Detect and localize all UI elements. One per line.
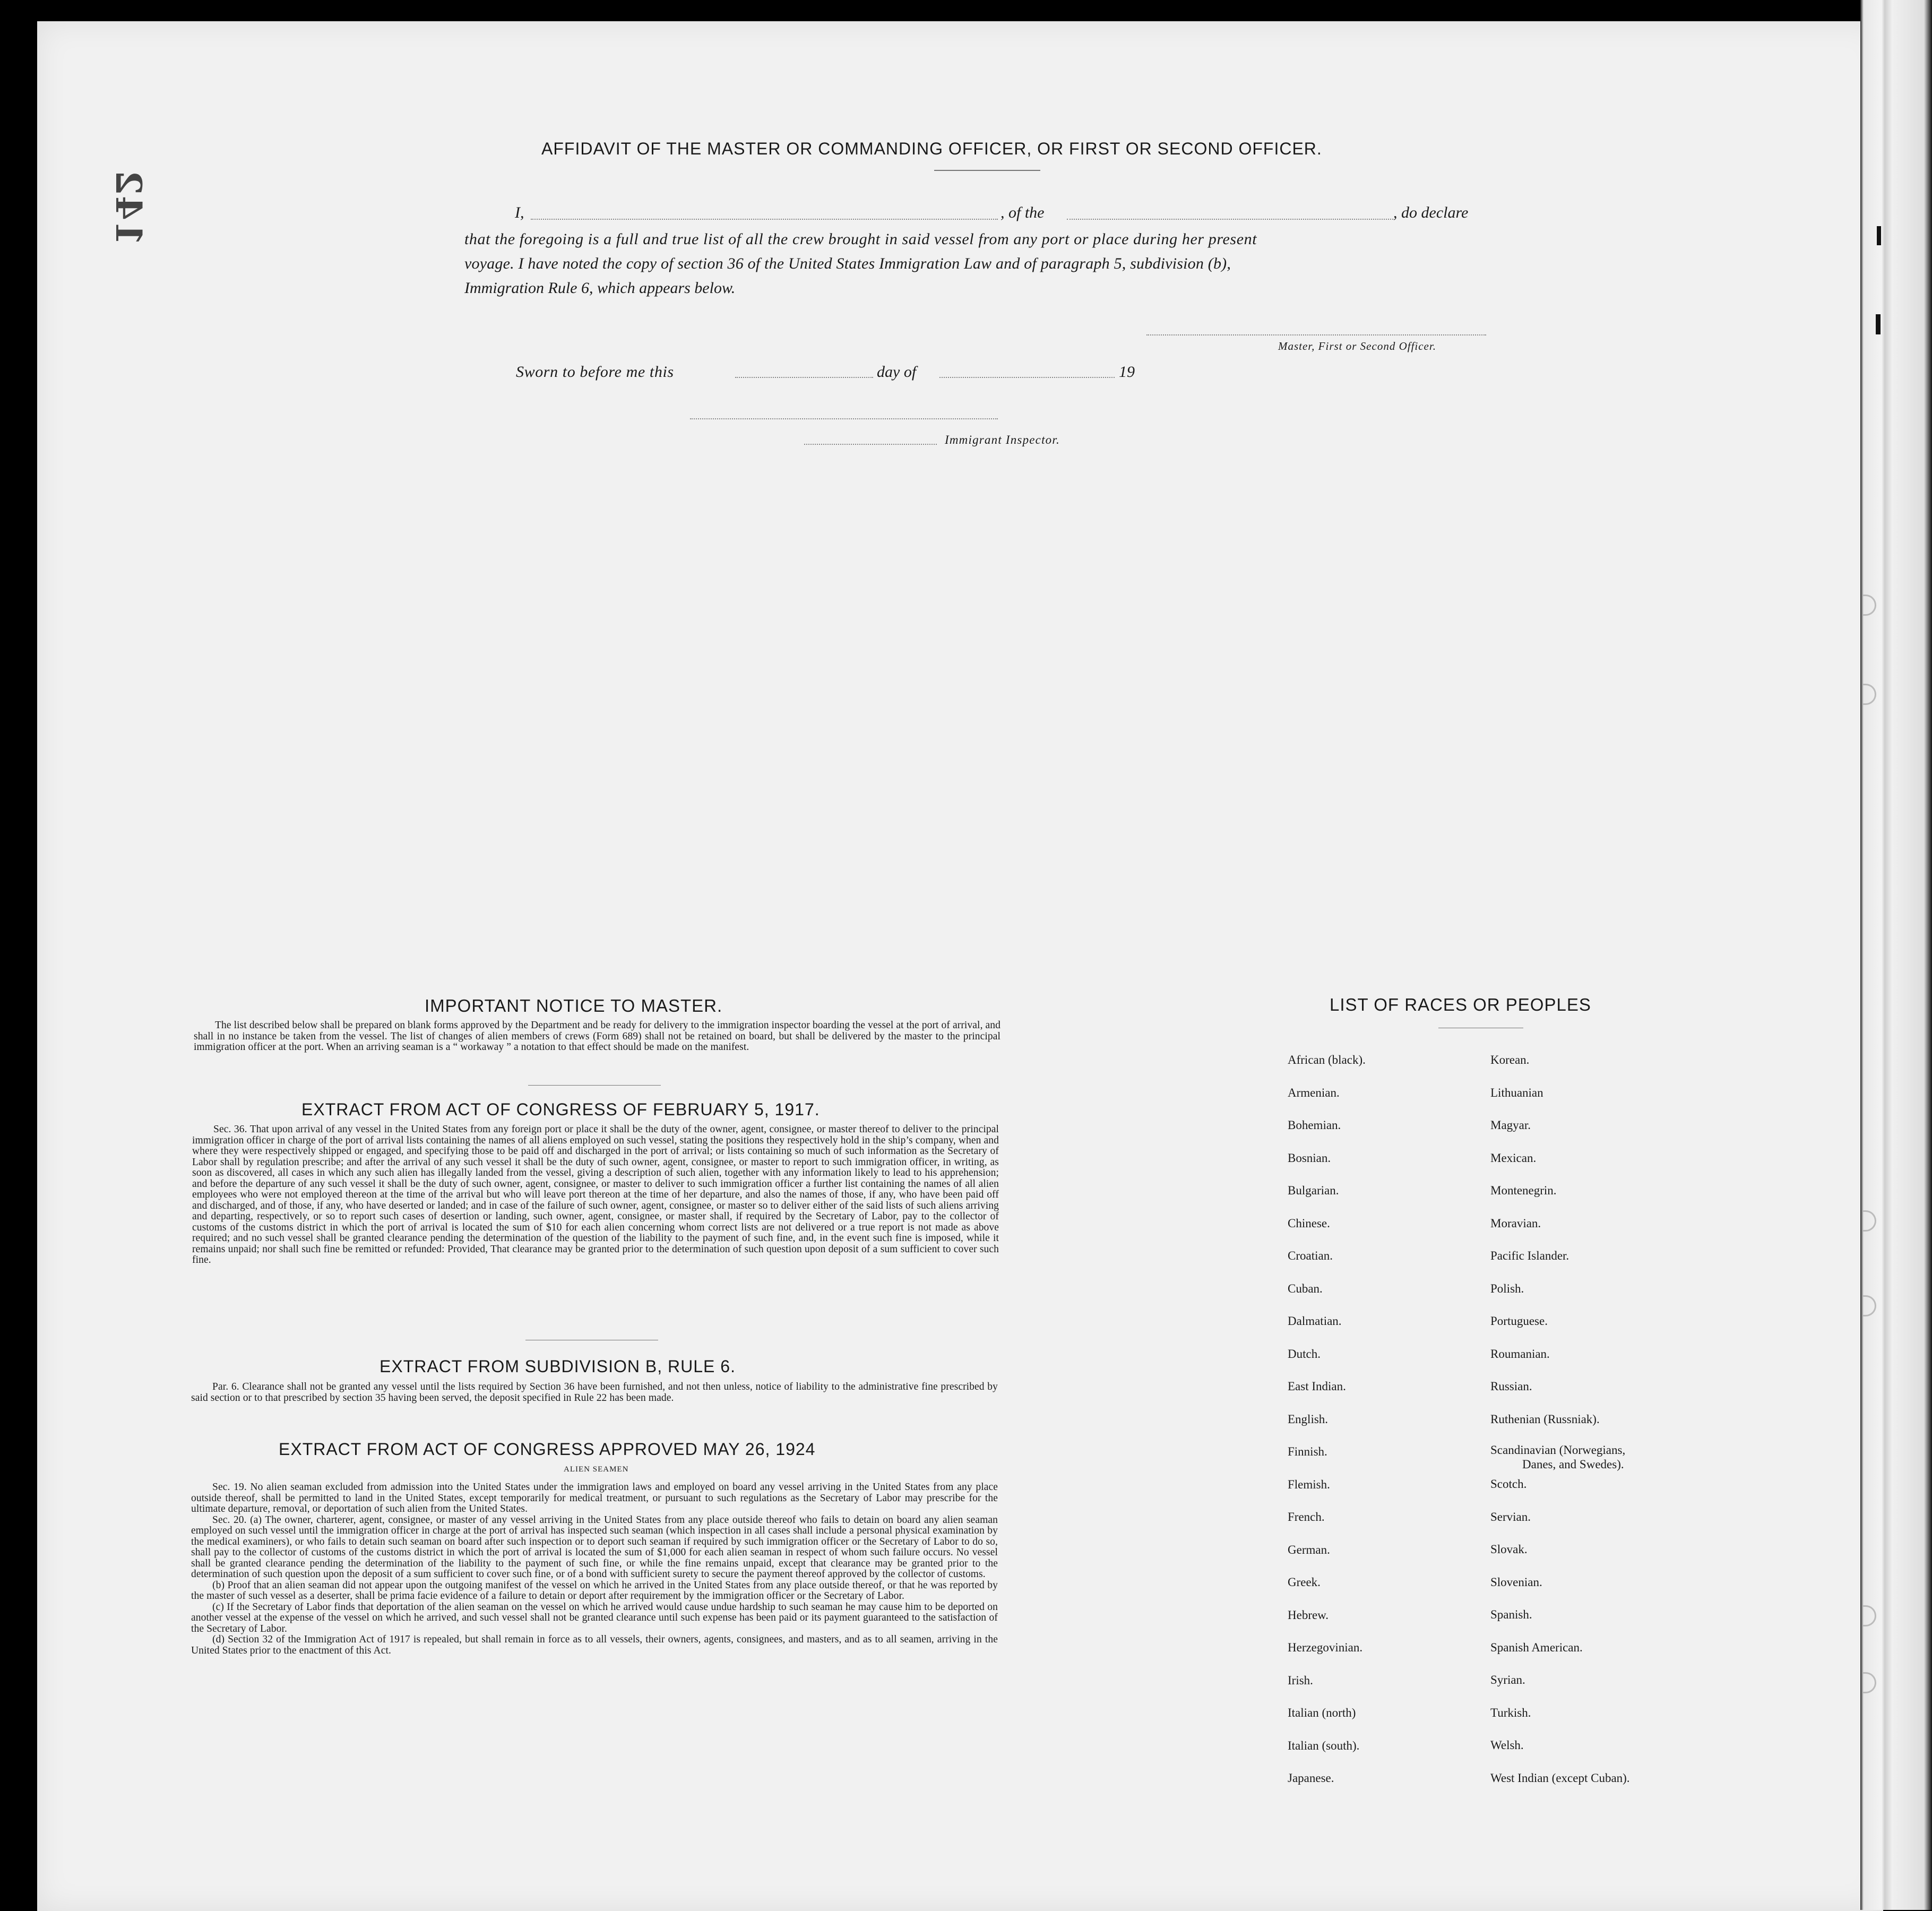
vessel-name-field[interactable] xyxy=(1067,219,1393,220)
race-item: Mexican. xyxy=(1490,1151,1537,1165)
affidavit-line1-middle: , of the xyxy=(1000,204,1045,221)
sworn-day-label: day of xyxy=(877,363,917,381)
race-item: Scotch. xyxy=(1490,1477,1527,1491)
races-right-column xyxy=(1490,1044,1630,1794)
race-item: African (black). xyxy=(1288,1053,1366,1066)
extract-1924-subtitle: ALIEN SEAMEN xyxy=(564,1465,629,1474)
race-item: Greek. xyxy=(1288,1576,1321,1589)
race-item: West Indian (except Cuban). xyxy=(1490,1771,1630,1785)
race-item: Korean. xyxy=(1490,1053,1530,1066)
race-item: Servian. xyxy=(1490,1510,1531,1523)
binder-mark xyxy=(1877,226,1881,245)
extract-rule6-title: EXTRACT FROM SUBDIVISION B, RULE 6. xyxy=(380,1357,736,1376)
sworn-day-field[interactable] xyxy=(735,377,873,378)
race-item: Armenian. xyxy=(1288,1086,1340,1099)
affidavit-line2: that the foregoing is a full and true list of all the crew brought in said vessel from any port or place during her present xyxy=(464,230,1257,248)
sworn-prefix: Sworn to before me this xyxy=(516,363,674,381)
race-item: Pacific Islander. xyxy=(1490,1249,1569,1262)
race-item: English. xyxy=(1288,1412,1329,1426)
extract-1924-paragraph-c: (c) If the Secretary of Labor finds that deportation of the alien seaman on the vessel on which he arrived would cause undue hardship to such seaman he may cause him to be deported on another vessel at the expense of the vessel on which he arrived, and such vessel shall not be granted clearance until such expense has been paid or its payment guaranteed to the satisfaction of the Secretary of Labor. xyxy=(191,1601,998,1634)
race-item: German. xyxy=(1288,1543,1330,1556)
race-item: Spanish. xyxy=(1490,1608,1532,1621)
affidavit-title: AFFIDAVIT OF THE MASTER OR COMMANDING OFFICER, OR FIRST OR SECOND OFFICER. xyxy=(541,139,1322,158)
race-item: Bulgarian. xyxy=(1288,1184,1339,1197)
race-item: Dutch. xyxy=(1288,1347,1321,1361)
notice-body xyxy=(194,1020,1000,1053)
race-item: Irish. xyxy=(1288,1673,1313,1687)
inspector-label: Immigrant Inspector. xyxy=(945,433,1060,446)
race-item: Italian (south). xyxy=(1288,1738,1360,1752)
sworn-year-label: 19 xyxy=(1119,363,1135,381)
race-item: Magyar. xyxy=(1490,1118,1531,1132)
extract-1924-title: EXTRACT FROM ACT OF CONGRESS APPROVED MAY 26, 1924 xyxy=(279,1440,816,1459)
handwritten-page-number: 142 xyxy=(107,169,149,246)
race-item: Polish. xyxy=(1490,1281,1524,1295)
race-item: Turkish. xyxy=(1490,1706,1531,1719)
extract-1917-paragraph: Sec. 36. That upon arrival of any vessel in the United States from any foreign port or place it shall be the duty of the owner, agent, consignee, or master thereof to deliver to the principal immigration officer in charge of the port of arrival lists containing the names of all aliens employed on such vessel, stating the positions they respectively hold in the ship’s company, when and where they were respectively shipped or engaged, and specifying those to be paid off and discharged in the port of arrival; or lists containing so much of such information as the Secretary of Labor shall by regulation prescribe; and after the arrival of any such vessel it shall be the duty of such owner, agent, consignee, or master to report to such immigration officer, in writing, as soon as discovered, all cases in which any such alien has illegally landed from the vessel, giving a description of such alien, together with any information likely to lead to his apprehension; and before the departure of any such vessel it shall be the duty of such owner, agent, consignee, or master to deliver to such immigration officer a further list containing the names of all alien employees who were not employed thereon at the time of the arrival but who will leave port thereon at the time of her departure, and also the names of those, if any, who have been paid off and discharged, and of those, if any, who have deserted or landed; and in case of the failure of such owner, agent, consignee, or master so to deliver either of the said lists of such aliens arriving and departing, respectively, or so to report such cases of desertion or landing, such owner, agent, consignee, or master shall, if required by the Secretary of Labor, pay to the collector of customs of the customs district in which the port of arrival is located the sum of $10 for each alien concerning whom correct lists are not delivered or a true report is not made as above required; and no such vessel shall be granted clearance pending the determination of the question of the liability to the payment of such fine, and, in the event such fine is imposed, while it remains unpaid; nor shall such fine be remitted or refunded: Provided, That clearance may be granted prior to the determination of such question upon deposit of a sum sufficient to cover such fine. xyxy=(192,1124,999,1266)
race-item: Japanese. xyxy=(1288,1771,1334,1785)
inspector-signature-field-2[interactable] xyxy=(804,444,937,445)
race-item: Dalmatian. xyxy=(1288,1314,1342,1328)
race-item: Syrian. xyxy=(1490,1673,1525,1686)
extract-1924-paragraph-d: (d) Section 32 of the Immigration Act of 1917 is repealed, but shall remain in force as to all vessels, their owners, agents, consignees, and masters, and as to all seamen, arriving in the United States prior to the enactment of this Act. xyxy=(191,1634,998,1656)
race-item: Flemish. xyxy=(1288,1477,1330,1491)
race-item: Hebrew. xyxy=(1288,1608,1329,1622)
race-item: Welsh. xyxy=(1490,1738,1524,1752)
extract-1917-body xyxy=(192,1124,999,1266)
affidavit-line3: voyage. I have noted the copy of section 36 of the United States Immigration Law and of paragraph 5, subdivision (b), xyxy=(464,255,1231,272)
section-divider xyxy=(528,1085,661,1086)
race-item: Slovenian. xyxy=(1490,1575,1542,1589)
race-item: Montenegrin. xyxy=(1490,1184,1557,1197)
race-item: Italian (north) xyxy=(1288,1706,1356,1719)
race-item: Moravian. xyxy=(1490,1216,1541,1230)
extract-rule6-paragraph: Par. 6. Clearance shall not be granted any vessel until the lists required by Section 36 have been furnished, and not then unless, notice of liability to the administrative fine prescribed by said section or to that prescribed by section 35 having been served, the deposit specified in Rule 22 has been made. xyxy=(191,1381,998,1404)
race-item: Spanish American. xyxy=(1490,1640,1583,1654)
extract-1924-paragraph-sec20a: Sec. 20. (a) The owner, charterer, agent, consignee, or master of any vessel arriving in the United States from any place outside thereof who fails to detain on board any alien seaman employed on such vessel until the immigration officer in charge at the port of arrival has inspected such seaman (which inspection in all cases shall include a personal physical examination by the medical examiners), or who fails to detain such seaman on board after such inspection or to deport such seaman if required by such immigration officer or the Secretary of Labor to do so, shall pay to the collector of customs of the customs district in which the port of arrival is located the sum of $1,000 for each alien seaman in respect of whom such failure occurs. No vessel shall be granted clearance pending the determination of the liability to the payment of such fine, or while the fine remains unpaid, except that clearance may be granted prior to the determination of such question upon the deposit of a sum sufficient to cover such fine, or of a bond with sufficient surety to secure the payment thereof approved by the collector of customs. xyxy=(191,1514,998,1580)
affidavit-line1-prefix: I, xyxy=(515,204,524,221)
race-item: Bosnian. xyxy=(1288,1151,1331,1165)
notice-title: IMPORTANT NOTICE TO MASTER. xyxy=(425,996,723,1015)
races-title: LIST OF RACES OR PEOPLES xyxy=(1330,995,1591,1014)
race-item: Finnish. xyxy=(1288,1445,1327,1458)
race-item: Ruthenian (Russniak). xyxy=(1490,1412,1600,1426)
race-item: French. xyxy=(1288,1510,1325,1523)
binder-mark xyxy=(1876,314,1881,334)
race-item: Roumanian. xyxy=(1490,1347,1550,1361)
master-name-field[interactable] xyxy=(531,219,998,220)
extract-1924-paragraph-b: (b) Proof that an alien seaman did not appear upon the outgoing manifest of the vessel on which he arrived in the United States from any place outside thereof, or that he was reported by the master of such vessel as a deserter, shall be prima facie evidence of a failure to detain or deport after requirement by the immigration officer or the Secretary of Labor. xyxy=(191,1579,998,1602)
race-item: Lithuanian xyxy=(1490,1086,1543,1099)
extract-1924-paragraph-sec19: Sec. 19. No alien seaman excluded from admission into the United States under the immigration laws and employed on board any vessel arriving in the United States from any place outside thereof, shall be permitted to land in the United States, except temporarily for medical treatment, or pursuant to such regulations as the Secretary of Labor may prescribe for the ultimate departure, removal, or deportation of such alien from the United States. xyxy=(191,1482,998,1514)
race-item: Russian. xyxy=(1490,1380,1532,1393)
race-item: Portuguese. xyxy=(1490,1314,1548,1328)
race-item: East Indian. xyxy=(1288,1380,1346,1393)
races-left-column xyxy=(1288,1044,1366,1795)
extract-1924-body xyxy=(191,1482,998,1656)
race-item: Cuban. xyxy=(1288,1281,1323,1295)
race-item-continuation: Danes, and Swedes). xyxy=(1522,1458,1624,1471)
race-item: Bohemian. xyxy=(1288,1118,1341,1132)
sworn-month-field[interactable] xyxy=(939,377,1115,378)
race-item: Croatian. xyxy=(1288,1249,1333,1262)
affidavit-line4: Immigration Rule 6, which appears below. xyxy=(464,279,736,297)
extract-1917-title: EXTRACT FROM ACT OF CONGRESS OF FEBRUARY 5, 1917. xyxy=(301,1100,820,1119)
affidavit-line1-suffix: , do declare xyxy=(1393,204,1469,221)
race-item: Scandinavian (Norwegians, xyxy=(1490,1443,1626,1457)
race-item: Slovak. xyxy=(1490,1543,1528,1556)
race-item: Herzegovinian. xyxy=(1288,1641,1363,1654)
master-signature-label: Master, First or Second Officer. xyxy=(1278,340,1436,352)
master-signature-field[interactable] xyxy=(1146,334,1486,335)
notice-paragraph: The list described below shall be prepared on blank forms approved by the Department and be ready for delivery to the immigration inspector boarding the vessel at the port of arrival, and shall in no instance be taken from the vessel. The list of changes of alien members of crews (Form 689) shall not be retained on board, but shall be delivered by the master to the principal immigration officer at the port. When an arriving seaman is a “ workaway ” a notation to that effect should be made on the manifest. xyxy=(194,1020,1000,1053)
extract-rule6-body xyxy=(191,1382,998,1404)
affidavit-title-rule xyxy=(934,170,1040,171)
inspector-signature-field[interactable] xyxy=(690,418,998,419)
race-item: Chinese. xyxy=(1288,1216,1330,1230)
